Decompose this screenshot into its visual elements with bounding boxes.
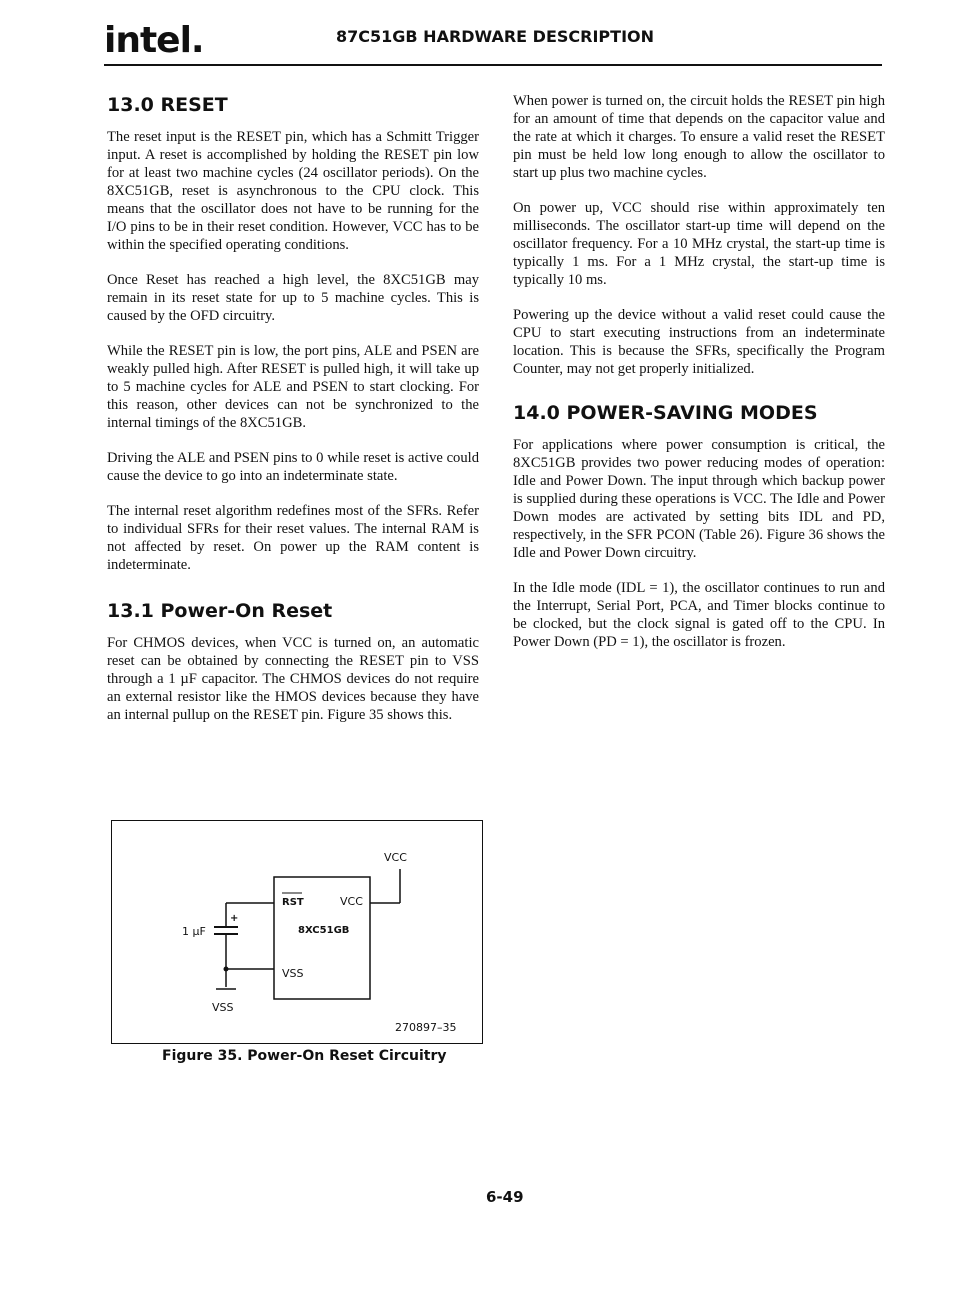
paragraph: While the RESET pin is low, the port pins, ALE and PSEN are weakly pulled high. After RESET is pulled high, it will take up to 5 machine cycles for ALE and PSEN to start clocking. For this reason, other devices can not be synchronized to the internal timings of the 8XC51GB. — [107, 343, 479, 431]
header-title: 87C51GB HARDWARE DESCRIPTION — [336, 27, 655, 46]
chip-label: 8XC51GB — [298, 925, 350, 936]
vss-pin-label: VSS — [282, 967, 304, 980]
vcc-pin-label: VCC — [340, 895, 363, 908]
vss-ground-label: VSS — [212, 1001, 234, 1014]
section-heading-power-on-reset: 13.1 Power-On Reset — [107, 600, 333, 622]
paragraph: For applications where power consumption is critical, the 8XC51GB provides two power reducing modes of operation: Idle and Power Down. The input through which backup power is supplied during these operations is VCC. The Idle and Power Down modes are activated by setting bits IDL and PD, respectively, in the SFR PCON (Table 26). Figure 36 shows the Idle and Power Down circuitry. — [513, 437, 885, 561]
figure-id-label: 270897–35 — [395, 1021, 457, 1034]
paragraph: Powering up the device without a valid reset could cause the CPU to start executing instructions from an indeterminate location. This is because the SFRs, specifically the Program Counter, may not get properly initialized. — [513, 307, 885, 377]
capacitor-plus-label: + — [230, 913, 239, 924]
figure-caption: Figure 35. Power-On Reset Circuitry — [162, 1048, 447, 1064]
paragraph: The reset input is the RESET pin, which has a Schmitt Trigger input. A reset is accomplished by holding the RESET pin low for at least two machine cycles (24 oscillator periods). On the 8XC51GB, reset is asynchronous to the CPU clock. This means that the oscillator does not have to be running for the I/O pins to be in their reset condition. However, VCC has to be within the specified operating conditions. — [107, 129, 479, 253]
right-column — [513, 92, 885, 668]
circuit-figure — [111, 820, 483, 1044]
header-rule — [104, 64, 882, 66]
section-heading-power-saving: 14.0 POWER-SAVING MODES — [513, 402, 818, 424]
paragraph: Once Reset has reached a high level, the 8XC51GB may remain in its reset state for up to 5 machine cycles. This is caused by the OFD circuitry. — [107, 272, 479, 324]
paragraph: On power up, VCC should rise within approximately ten milliseconds. The oscillator start-up time will depend on the oscillator frequency. For a 10 MHz crystal, the start-up time is typically 1 ms. For a 1 MHz crystal, the start-up time is typically 10 ms. — [513, 200, 885, 288]
vcc-top-label: VCC — [384, 851, 407, 864]
left-column — [107, 92, 479, 741]
circuit-diagram — [112, 821, 482, 1043]
section-heading-reset: 13.0 RESET — [107, 94, 228, 116]
paragraph: Driving the ALE and PSEN pins to 0 while reset is active could cause the device to go into an indeterminate state. — [107, 450, 479, 484]
page-number: 6-49 — [486, 1188, 524, 1206]
paragraph: The internal reset algorithm redefines most of the SFRs. Refer to individual SFRs for their reset values. The internal RAM is not affected by reset. On power up the RAM content is indeterminate. — [107, 503, 479, 573]
capacitor-value-label: 1 µF — [182, 925, 206, 938]
rst-pin-label: RST — [282, 897, 304, 908]
paragraph: When power is turned on, the circuit holds the RESET pin high for an amount of time that depends on the capacitor value and the rate at which it charges. To ensure a valid reset the RESET pin must be held low long enough to allow the oscillator to start up plus two machine cycles. — [513, 93, 885, 181]
junction-dot — [224, 967, 229, 972]
paragraph: For CHMOS devices, when VCC is turned on, an automatic reset can be obtained by connecting the RESET pin to VSS through a 1 µF capacitor. The CHMOS devices do not require an external resistor like the HMOS devices because they have an internal pullup on the RESET pin. Figure 35 shows this. — [107, 635, 479, 723]
paragraph: In the Idle mode (IDL = 1), the oscillator continues to run and the Interrupt, Serial Port, PCA, and Timer blocks continue to be clocked, but the clock signal is gated off to the CPU. In Power Down (PD = 1), the oscillator is frozen. — [513, 580, 885, 650]
intel-logo: intel. — [104, 20, 204, 61]
